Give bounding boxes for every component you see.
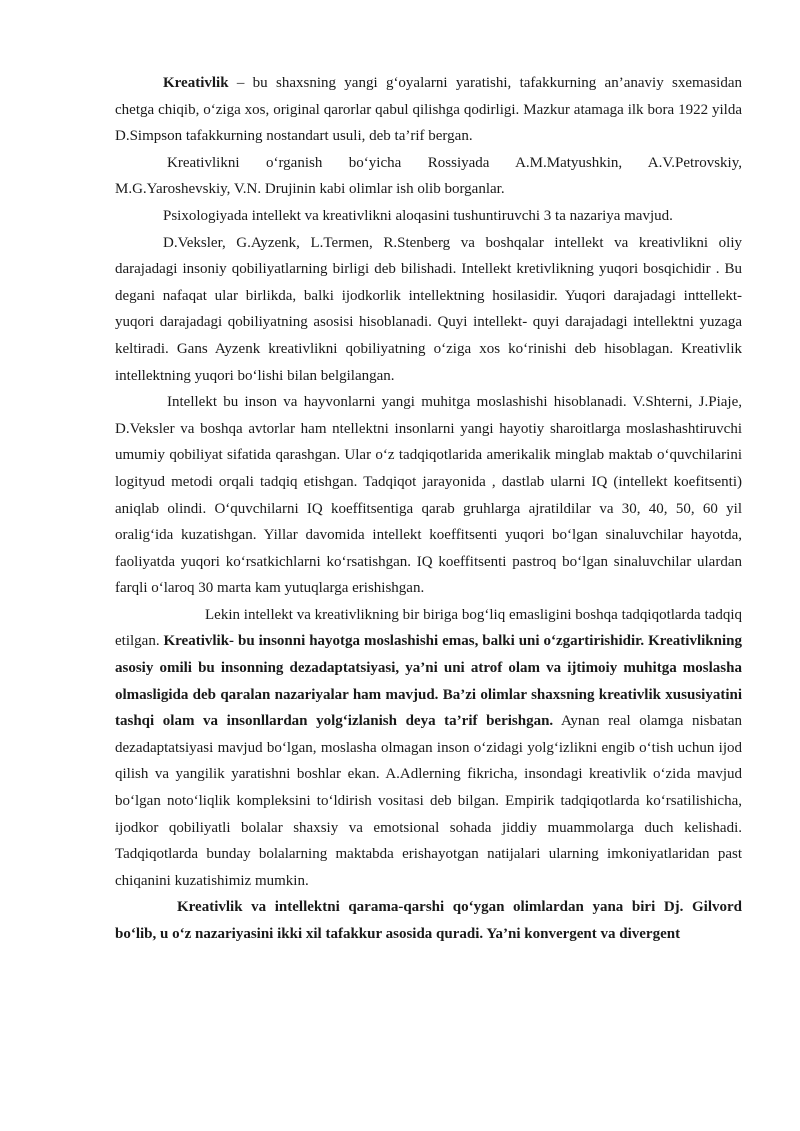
paragraph-three-theories <box>115 203 742 230</box>
term-kreativlik: Kreativlik <box>163 75 229 91</box>
paragraph-kreativlik-definition <box>115 70 742 150</box>
paragraph-veksler-ayzenk <box>115 230 742 390</box>
paragraph-text: – bu shaxsning yangi g‘oyalarni yaratishi, tafakkurning an’anaviy sxemasidan chetga chiqib, o‘ziga xos, original qarorlar qabul qilishga qodirligi. Mazkur atamaga ilk bora 1922 yilda D.Simpson tafakkurning nostandart usuli, deb ta’rif bergan. <box>115 75 742 145</box>
paragraph-text: Aynan real olamga nisbatan dezadaptatsiyasi mavjud bo‘lgan, moslasha olmagan inson o‘zidagi yolg‘izlikni engib o‘tish uchun ijod qilish va yangilik yaratishni boshlar ekan. A.Adlerning fikricha, insondagi kreativlik o‘zida mavjud bo‘lgan noto‘liqlik kompleksini to‘ldirish vositasi deb bilgan. Empirik tadqiqotlarda ko‘rsatilishicha, ijodkor qobiliyatli bolalar shaxsiy va emotsional sohada jiddiy muammolarga duch kelishadi. Tadqiqotlarda bunday bolalarning maktabda erishayotgan natijalari ularning imkoniyatlaridan past chiqanini kuzatishimiz mumkin. <box>115 713 742 889</box>
paragraph-text: Intellekt bu inson va hayvonlarni yangi muhitga moslashishi hisoblanadi. V.Shterni, J.Piaje, D.Veksler va boshqa avtorlar ham ntellektni insonlarni yangi hayotiy sharoitlarga moslashashtiruvchi umumiy qobiliyat sifatida qarashgan. Ular o‘z tadqiqotlarida amerikalik minglab maktab o‘quvchilarini logityud metodi orqali tadqiq etishgan. Tadqiqot jarayonida , dastlab ularni IQ (intellekt koefitsenti) aniqlab olindi. O‘quvchilarni IQ koeffitsentiga qarab gruhlarga ajratildilar va 30, 40, 50, 60 yil oralig‘ida kuzatishgan. Yillar davomida intellekt koeffitsenti yuqori bo‘lgan sinaluvchilar hayotda, faoliyatda yuqori ko‘rsatkichlarni ko‘rsatishgan. IQ koeffitsenti pastroq bo‘lgan sinaluvchilar ulardan farqli o‘laroq 30 marta kam yutuqlarga erishishgan. <box>115 394 742 597</box>
paragraph-gilford <box>115 894 742 947</box>
bold-statement: Kreativlik- bu insonni hayotga moslashishi emas, balki uni o‘zgartirishidir. Kreativlikning asosiy omili bu insonning dezadaptatsiyasi, ya’ni uni atrof olam va ijtimoiy muhitga moslasha olmasligida deb qaralan nazariyalar ham mavjud. Ba’zi olimlar shaxsning kreativlik xususiyatini tashqi olam va insonllardan yolg‘izlanish deya ta’rif berishgan. <box>115 633 742 730</box>
bold-statement: Kreativlik va intellektni qarama-qarshi qo‘ygan olimlardan yana biri Dj. Gilvord bo‘lib, u o‘z nazariyasini ikki xil tafakkur asosida quradi. Ya’ni konvergent va divergent <box>115 899 742 942</box>
document-page <box>115 70 742 948</box>
paragraph-text: Kreativlikni o‘rganish bo‘yicha Rossiyada A.M.Matyushkin, A.V.Petrovskiy, M.G.Yaroshevskiy, V.N. Drujinin kabi olimlar ish olib borganlar. <box>115 154 742 198</box>
paragraph-intellect-adaptation <box>115 389 742 602</box>
paragraph-russian-researchers <box>115 150 742 203</box>
paragraph-text: Lekin intellekt va kreativlikning bir biriga bog‘liq emasligini boshqa tadqiqotlarda tadqiq etilgan. <box>115 606 742 650</box>
paragraph-dezadaptation <box>115 602 742 895</box>
paragraph-text: Psixologiyada intellekt va kreativlikni aloqasini tushuntiruvchi 3 ta nazariya mavjud. <box>163 207 673 224</box>
paragraph-text: D.Veksler, G.Ayzenk, L.Termen, R.Stenberg va boshqalar intellekt va kreativlikni oliy darajadagi insoniy qobiliyatlarning birligi deb bilishadi. Intellekt kretivlikning yuqori bosqichidir . Bu degani nafaqat ular birlikda, balki ijodkorlik intellektning hosilasidir. Yuqori darajadagi inttellekt- yuqori darajadagi qobiliyatning asosisi hisoblanadi. Quyi intellekt- quyi darajadagi intellektni yuzaga keltiradi. Gans Ayzenk kreativlikni qobiliyatning o‘ziga xos ko‘rinishi deb hisoblagan. Kreativlik intellektning yuqori bo‘lishi bilan belgilangan. <box>115 234 742 384</box>
